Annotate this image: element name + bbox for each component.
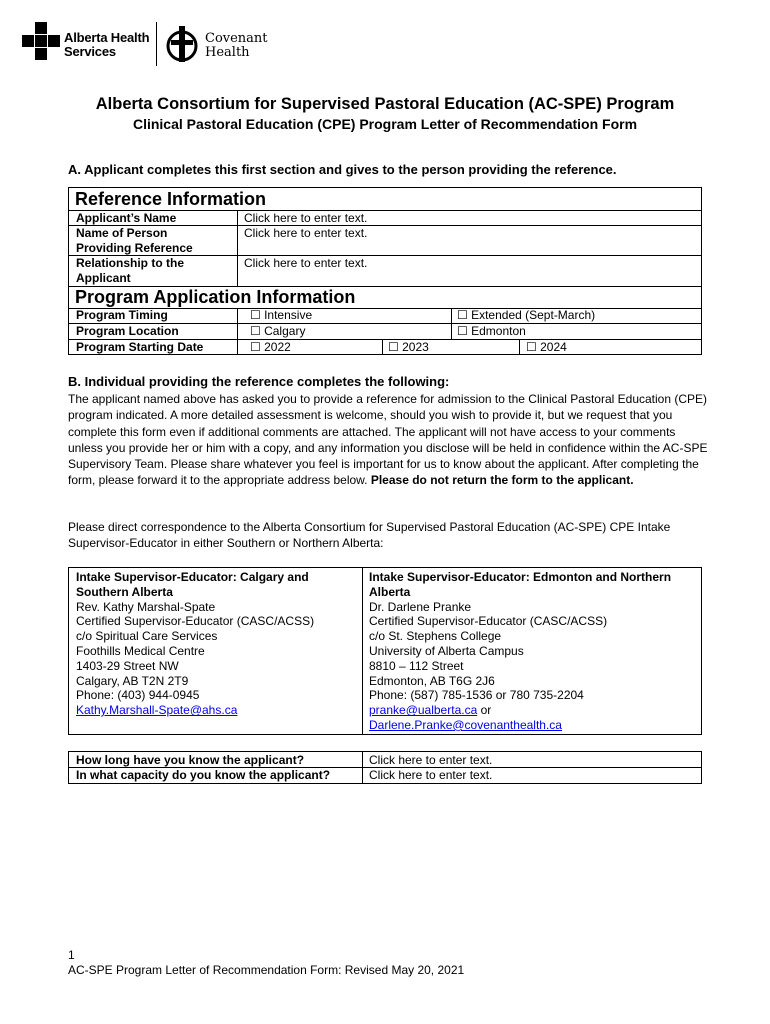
how-long-label: How long have you know the applicant? [76,753,305,767]
instructions-paragraph: The applicant named above has asked you to provide a reference for admission to the Clinical Pastoral Education (CPE) program indicated. A more detailed assessment is welcome, should you wish to provide it, but we request that you complete this form even if additional comments are attached. The applicant will not have access to your comments unless you provide her or him with a copy, and any information you disclose will be held in confidence within the AC-SPE Supervisory Team. Please share whatever you feel is important for us to know about the applicant. After completing the form, please forward it to the appropriate address below. Please do not return the form to the applicant. [68,392,708,488]
do-not-return-notice: Please do not return the form to the applicant. [370,473,634,488]
capacity-label: In what capacity do you know the applicant? [76,768,331,782]
program-application-header: Program Application Information [75,287,356,307]
referee-name-label: Name of Person Providing Reference [76,226,193,255]
intensive-checkbox[interactable]: ☐ Intensive [250,308,313,322]
relationship-label: Relationship to the Applicant [76,256,184,285]
south-email-link[interactable]: Kathy.Marshall-Spate@ahs.ca [76,703,238,718]
north-email-link-2[interactable]: Darlene.Pranke@covenanthealth.ca [369,717,562,732]
relationship-field[interactable]: Click here to enter text. [244,256,368,270]
logo-divider [156,22,157,66]
capacity-field[interactable]: Click here to enter text. [369,768,493,782]
covenant-logo-text: Covenant Health [205,31,268,60]
program-location-label: Program Location [76,324,179,338]
covenant-health-logo [164,22,274,66]
program-timing-label: Program Timing [76,308,168,322]
footer-text: AC-SPE Program Letter of Recommendation Form: Revised May 20, 2021 [68,963,465,977]
intake-contacts-table [68,567,702,735]
north-email-link-1[interactable]: pranke@ualberta.ca [369,703,478,718]
contact-south: Intake Supervisor-Educator: Calgary and Southern Alberta Rev. Kathy Marshal-Spate Certified Supervisor-Educator (CASC/ACSS) c/o Spiritual Care Services Foothills Medical Centre 1403-29 Street NW Calgary, AB T2N 2T9 Phone: (403) 944-0945 Kathy.Marshall-Spate@ahs.ca [76,570,315,718]
calgary-checkbox[interactable]: ☐ Calgary [250,324,306,338]
referee-name-field[interactable]: Click here to enter text. [244,226,368,240]
ahs-logo-icon [22,22,60,60]
year-2024-checkbox[interactable]: ☐ 2024 [526,340,567,354]
page-number: 1 [68,948,75,962]
reference-information-header: Reference Information [75,189,267,209]
applicant-name-field[interactable]: Click here to enter text. [244,211,368,225]
document-title: Alberta Consortium for Supervised Pastoral Education (AC-SPE) Program [95,95,675,113]
acquaintance-table [68,751,702,784]
ahs-logo-text: Alberta Health Services [64,30,150,59]
section-a-heading: A. Applicant completes this first section and gives to the person providing the reference. [68,162,617,177]
covenant-cross-icon [164,24,200,64]
year-2022-checkbox[interactable]: ☐ 2022 [250,340,291,354]
extended-checkbox[interactable]: ☐ Extended (Sept-March) [457,308,596,322]
alberta-health-services-logo [22,22,152,66]
section-b-heading: B. Individual providing the reference completes the following: [68,374,450,389]
how-long-field[interactable]: Click here to enter text. [369,753,493,767]
contact-north: Intake Supervisor-Educator: Edmonton and Northern Alberta Dr. Darlene Pranke Certified Supervisor-Educator (CASC/ACSS) c/o St. Stephens College University of Alberta Campus 8810 – 112 Street Edmonton, AB T6G 2J6 Phone: (587) 785-1536 or 780 735-2204 pranke@ualberta.ca or Darlene.Pranke@covenanthealth.ca [369,570,672,732]
year-2023-checkbox[interactable]: ☐ 2023 [388,340,429,354]
edmonton-checkbox[interactable]: ☐ Edmonton [457,324,526,338]
document-subtitle: Clinical Pastoral Education (CPE) Program Letter of Recommendation Form [132,116,638,132]
program-starting-date-label: Program Starting Date [76,340,204,354]
applicant-name-label: Applicant’s Name [76,211,177,225]
reference-information-table [68,187,702,355]
correspondence-paragraph: Please direct correspondence to the Alberta Consortium for Supervised Pastoral Education (AC-SPE) CPE Intake Supervisor-Educator in either Southern or Northern Alberta: [68,520,671,551]
